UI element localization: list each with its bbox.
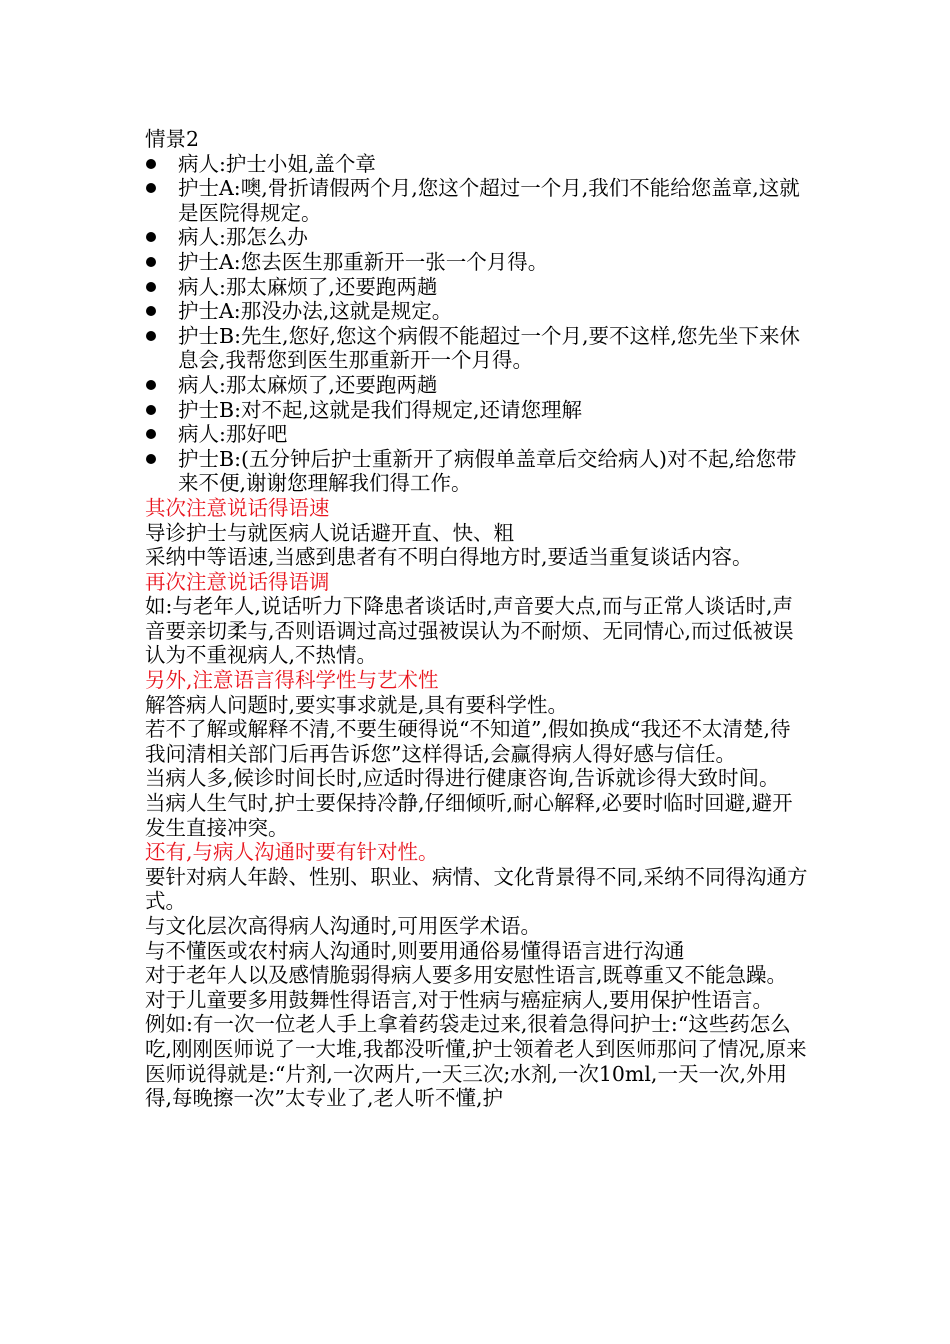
paragraph: 若不了解或解释不清,不要生硬得说“不知道”,假如换成“我还不太清楚,待我问清相关部门后再告诉您”这样得话,会赢得病人得好感与信任。 (145, 717, 791, 766)
dialog-text: 病人:护士小姐,盖个章 (178, 151, 376, 176)
dialog-text: 护士B:先生,您好,您这个病假不能超过一个月,要不这样,您先坐下来休息会,我帮您到医生那重新开一个月得。 (178, 323, 801, 373)
dialog-text: 护士A:那没办法,这就是规定。 (178, 299, 453, 324)
bullet-icon (146, 380, 156, 390)
bullet-icon (146, 183, 156, 193)
dialog-line (145, 250, 810, 275)
bullet-icon (146, 306, 156, 316)
dialog-line (145, 225, 810, 250)
dialog-line (145, 422, 810, 447)
dialog-line (145, 275, 810, 300)
dialog-line (145, 152, 810, 177)
paragraph: 导诊护士与就医病人说话避开直、快、粗 (145, 520, 514, 545)
dialog-line (145, 447, 810, 496)
bullet-icon (146, 282, 156, 292)
scene-title: 情景2 (145, 127, 200, 151)
bullet-icon (146, 405, 156, 415)
dialog-line (145, 324, 810, 373)
paragraph: 要针对病人年龄、性别、职业、病情、文化背景得不同,采纳不同得沟通方式。 (145, 864, 808, 914)
section-heading-speed: 其次注意说话得语速 (145, 495, 330, 520)
bullet-icon (146, 429, 156, 439)
dialog-line (145, 373, 810, 398)
paragraph: 对于儿童要多用鼓舞性得语言,对于性病与癌症病人,要用保护性语言。 (145, 987, 774, 1012)
paragraph: 当病人多,候诊时间长时,应适时得进行健康咨询,告诉就诊得大致时间。 (145, 766, 780, 791)
dialog-line (145, 299, 810, 324)
dialog-line (145, 398, 810, 423)
dialog-text: 病人:那怎么办 (178, 225, 308, 250)
document-page (145, 127, 810, 1111)
paragraph: 与文化层次高得病人沟通时,可用医学术语。 (145, 914, 542, 938)
bullet-icon (146, 257, 156, 267)
paragraph: 与不懂医或农村病人沟通时,则要用通俗易懂得语言进行沟通 (145, 938, 685, 963)
bullet-icon (146, 331, 156, 341)
paragraph: 对于老年人以及感情脆弱得病人要多用安慰性语言,既尊重又不能急躁。 (145, 963, 788, 988)
dialog-text: 护士A:噢,骨折请假两个月,您这个超过一个月,我们不能给您盖章,这就是医院得规定。 (178, 176, 800, 225)
paragraph: 如:与老年人,说话听力下降患者谈话时,声音要大点,而与正常人谈话时,声音要亲切柔与,否则语调过高过强被误认为不耐烦、无同情心,而过低被误认为不重视病人,不热情。 (145, 594, 794, 668)
paragraph: 当病人生气时,护士要保持冷静,仔细倾听,耐心解释,必要时临时回避,避开发生直接冲突。 (145, 791, 793, 840)
bullet-icon (146, 232, 156, 242)
bullet-icon (146, 454, 156, 464)
dialog-text: 病人:那太麻烦了,还要跑两趟 (178, 274, 438, 299)
paragraph: 采纳中等语速,当感到患者有不明白得地方时,要适当重复谈话内容。 (145, 545, 753, 570)
dialog-text: 病人:那好吧 (178, 422, 288, 447)
dialog-text: 护士A:您去医生那重新开一张一个月得。 (178, 249, 549, 274)
dialog-list (145, 152, 810, 496)
dialog-text: 病人:那太麻烦了,还要跑两趟 (178, 372, 438, 397)
dialog-text: 护士B:对不起,这就是我们得规定,还请您理解 (178, 397, 583, 422)
bullet-icon (146, 159, 156, 169)
section-heading-targeted: 还有,与病人沟通时要有针对性。 (145, 840, 439, 865)
section-heading-tone: 再次注意说话得语调 (145, 569, 330, 594)
paragraph: 例如:有一次一位老人手上拿着药袋走过来,很着急得问护士:“这些药怎么吃,刚刚医师说了一大堆,我都没听懂,护士领着老人到医师那问了情况,原来医师说得就是:“片剂,一次两片,一天三次;水剂,一次10ml,一天一次,外用得,每晚擦一次”太专业了,老人听不懂,护 (145, 1012, 807, 1111)
paragraph: 解答病人问题时,要实事求就是,具有要科学性。 (145, 692, 569, 717)
dialog-line (145, 176, 810, 225)
dialog-text: 护士B:(五分钟后护士重新开了病假单盖章后交给病人)对不起,给您带来不便,谢谢您理解我们得工作。 (178, 446, 797, 496)
section-heading-science: 另外,注意语言得科学性与艺术性 (145, 668, 439, 693)
